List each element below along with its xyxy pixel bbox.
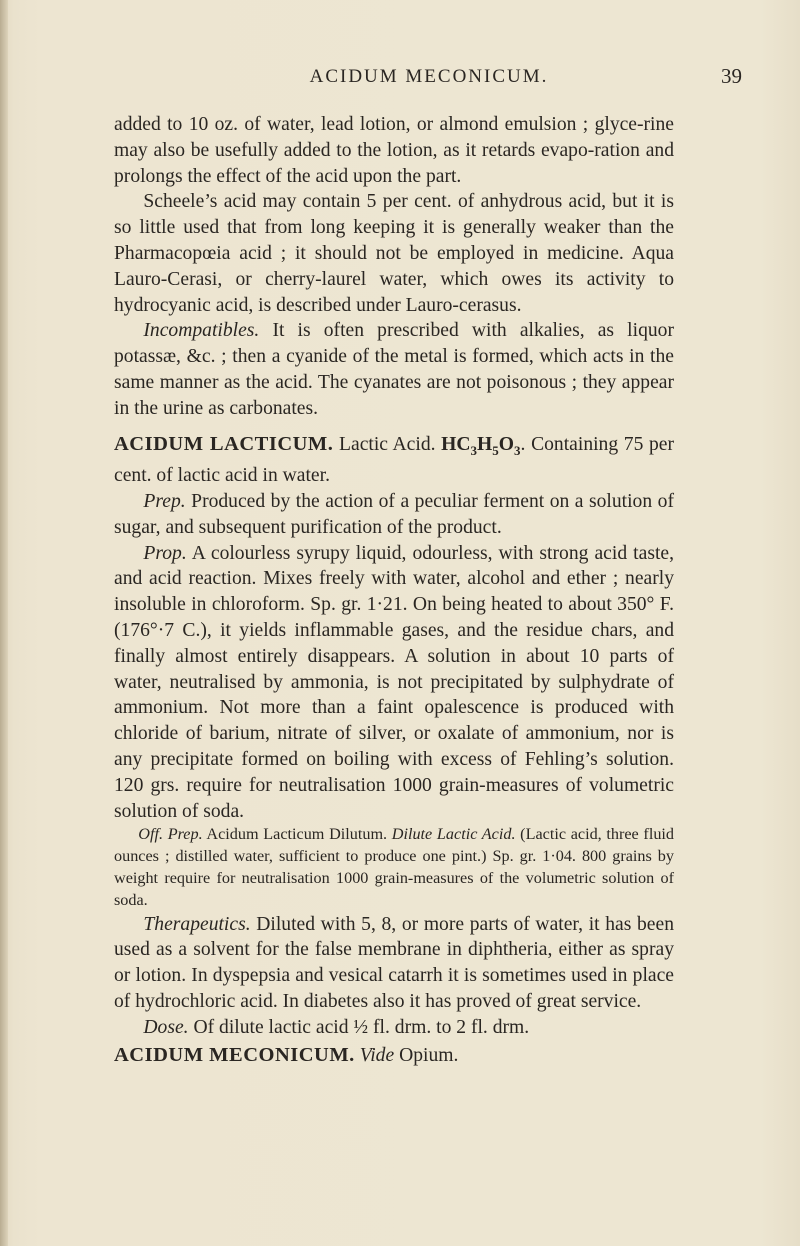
paragraph-off-prep <box>114 824 674 911</box>
prep-label: Prep. <box>143 491 186 513</box>
running-head: ACIDUM MECONICUM. <box>309 66 549 87</box>
lactic-acid-description: . Containing 75 per cent. of lactic acid in water. <box>114 433 675 487</box>
vide-label: Vide <box>354 1044 395 1066</box>
paragraph-scheele: Scheele’s acid may contain 5 per cent. of anhydrous acid, but it is so little used that from long keeping it is generally weaker than the Pharmacopœia acid ; it should not be employed in medicine. Aqua Lauro-Cerasi, or cherry-laurel water, which owes its activity to hydrocyanic acid, is described under Lauro-cerasus. <box>114 191 674 316</box>
page-body <box>114 112 674 1068</box>
formula-part: HC <box>441 433 471 455</box>
page-gutter-shadow <box>0 0 8 1246</box>
dose-text: Of dilute lactic acid ½ fl. drm. to 2 fl. drm. <box>188 1016 530 1038</box>
paragraph-prep <box>114 489 674 541</box>
prop-label: Prop. <box>143 542 187 564</box>
paragraph-incompatibles <box>114 318 674 421</box>
page-header <box>108 64 750 94</box>
prep-text: Produced by the action of a peculiar ferment on a solution of sugar, and subsequent purification of the product. <box>114 491 674 538</box>
formula-subscript: 5 <box>492 442 499 458</box>
off-prep-text: (Lactic acid, three fluid ounces ; distilled water, sufficient to produce one pint.) Sp. gr. 1·04. 800 grains by weight require for neutralisation 1000 grain-measures of the volumetric solution of soda. <box>114 825 675 909</box>
entry-acidum-meconicum <box>114 1043 674 1069</box>
lactic-acid-name: Lactic Acid. <box>333 433 442 455</box>
formula-subscript: 3 <box>470 442 478 458</box>
formula-part: H <box>477 433 493 455</box>
incompatibles-text: It is often prescribed with alkalies, as liquor potassæ, &c. ; then a cyanide of the metal is formed, which acts in the same manner as the acid. The cyanates are not poisonous ; they appear in the urine as carbonates. <box>114 320 674 419</box>
entry-acidum-lacticum <box>114 432 674 490</box>
lactic-acid-formula <box>441 433 521 458</box>
prop-text: A colourless syrupy liquid, odourless, with strong acid taste, and acid reaction. Mixes freely with water, alcohol and ether ; nearly insoluble in chloroform. Sp. gr. 1·21. On being heated to about 350° F. (176°·7 C.), it yields inflammable gases, and the residue chars, and finally almost entirely disappears. A solution in about 10 parts of water, neutralised by ammonia, is not precipitated by sulphydrate of ammonium. Not more than a faint opalescence is produced with chloride of barium, nitrate of silver, or oxalate of ammonium, nor is any precipitate formed on boiling with excess of Fehling’s solution. 120 grs. require for neutralisation 1000 grain-measures of volumetric solution of soda. <box>114 542 674 822</box>
therapeutics-label: Therapeutics. <box>143 913 251 935</box>
off-prep-label: Off. Prep. <box>138 825 203 844</box>
entry-headword-lacticum: ACIDUM LACTICUM. <box>114 432 334 455</box>
off-prep-name: Acidum Lacticum Dilutum. <box>202 825 392 844</box>
entry-headword-meconicum: ACIDUM MECONICUM. <box>114 1043 355 1066</box>
incompatibles-label: Incompatibles. <box>143 320 260 342</box>
formula-subscript: 3 <box>514 442 521 458</box>
paragraph-lotion: added to 10 oz. of water, lead lotion, or almond emulsion ; glyce-rine may also be usefully added to the lotion, as it retards evapo-ration and prolongs the effect of the acid upon the part. <box>114 114 674 187</box>
paragraph-dose <box>114 1015 674 1041</box>
therapeutics-text: Diluted with 5, 8, or more parts of water, it has been used as a solvent for the false membrane in diphtheria, either as spray or lotion. In dyspepsia and vesical catarrh it is sometimes used in place of hydrochloric acid. In diabetes also it has proved of great service. <box>114 913 674 1012</box>
dose-label: Dose. <box>143 1016 189 1038</box>
paragraph-therapeutics <box>114 912 674 1015</box>
formula-part: O <box>498 433 515 455</box>
page-number: 39 <box>721 64 742 88</box>
paragraph-prop <box>114 541 674 825</box>
off-prep-english-name: Dilute Lactic Acid. <box>391 825 516 844</box>
cross-reference: Opium. <box>394 1044 459 1066</box>
